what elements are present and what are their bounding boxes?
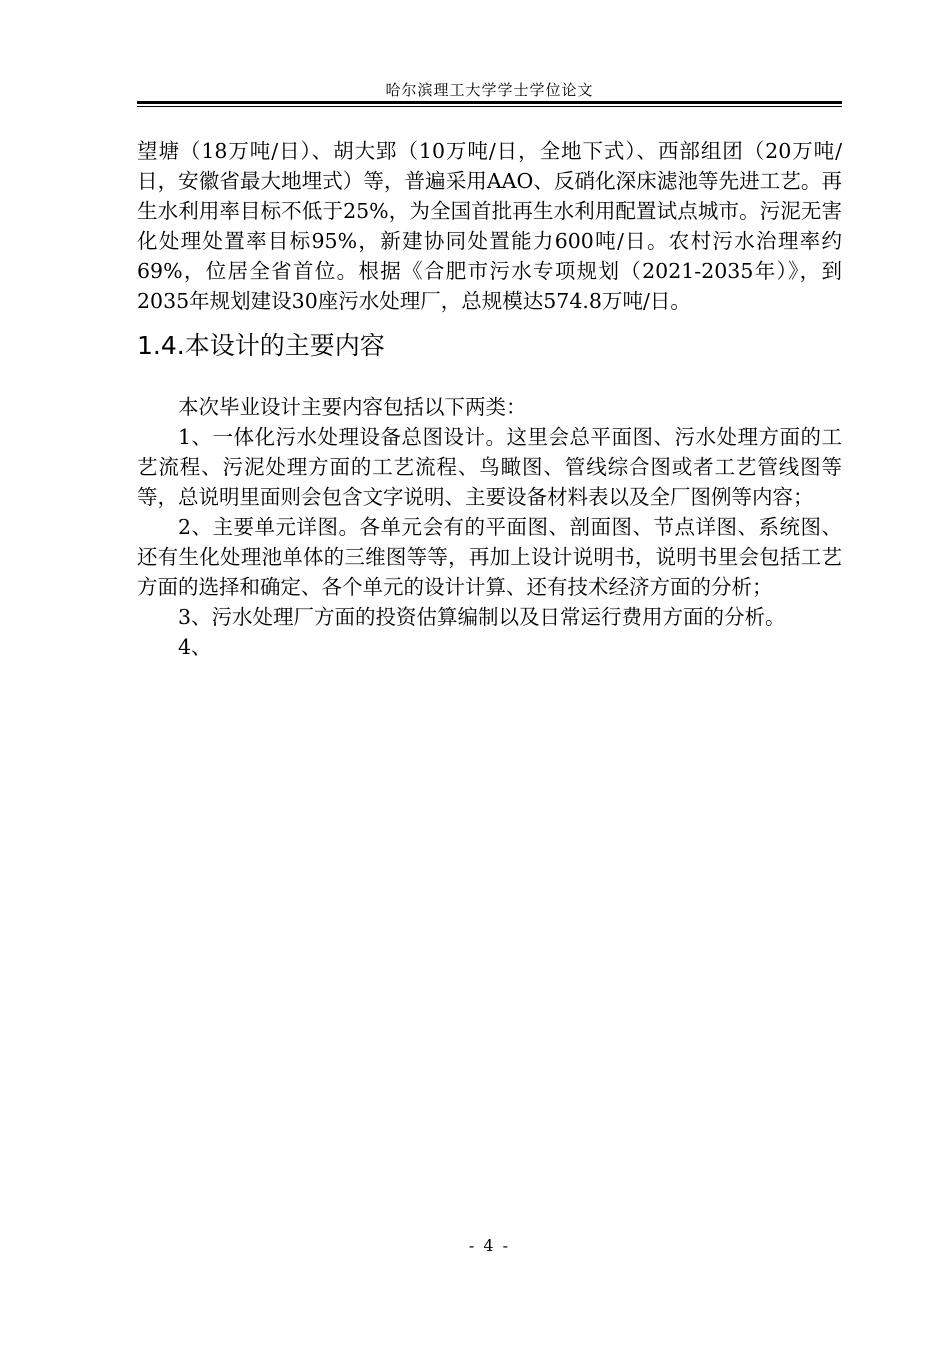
intro-paragraph: 望塘（18万吨/日）、胡大郢（10万吨/日，全地下式）、西部组团（20万吨/日，安徽省最大地埋式）等，普遍采用AAO、反硝化深床滤池等先进工艺。再生水利用率目标不低于25%，为全国首批再生水利用配置试点城市。污泥无害化处理处置率目标95%，新建协同处置能力600吨/日。农村污水治理率约69%，位居全省首位。根据《合肥市污水专项规划（2021-2035年）》，到2035年规划建设30座污水处理厂，总规模达574.8万吨/日。 — [137, 139, 842, 313]
page-content — [137, 136, 842, 662]
section-heading: 1.4.本设计的主要内容 — [137, 331, 385, 360]
paragraph-item-3: 3、污水处理厂方面的投资估算编制以及日常运行费用方面的分析。 — [178, 605, 786, 629]
paragraph-item-2: 2、主要单元详图。各单元会有的平面图、剖面图、节点详图、系统图、还有生化处理池单体的三维图等等，再加上设计说明书，说明书里会包括工艺方面的选择和确定、各个单元的设计计算、还有技术经济方面的分析； — [137, 515, 842, 599]
page-number: - 4 - — [468, 1236, 511, 1255]
running-header: 哈尔滨理工大学学士学位论文 — [385, 81, 594, 99]
header-rule-thick — [137, 101, 842, 104]
paragraph-item-4: 4、 — [178, 635, 212, 659]
paragraph-overview: 本次毕业设计主要内容包括以下两类： — [178, 395, 527, 419]
header-rule-thin — [137, 106, 842, 107]
paragraph-item-1: 1、一体化污水处理设备总图设计。这里会总平面图、污水处理方面的工艺流程、污泥处理方面的工艺流程、鸟瞰图、管线综合图或者工艺管线图等等，总说明里面则会包含文字说明、主要设备材料表以及全厂图例等内容； — [137, 425, 842, 509]
